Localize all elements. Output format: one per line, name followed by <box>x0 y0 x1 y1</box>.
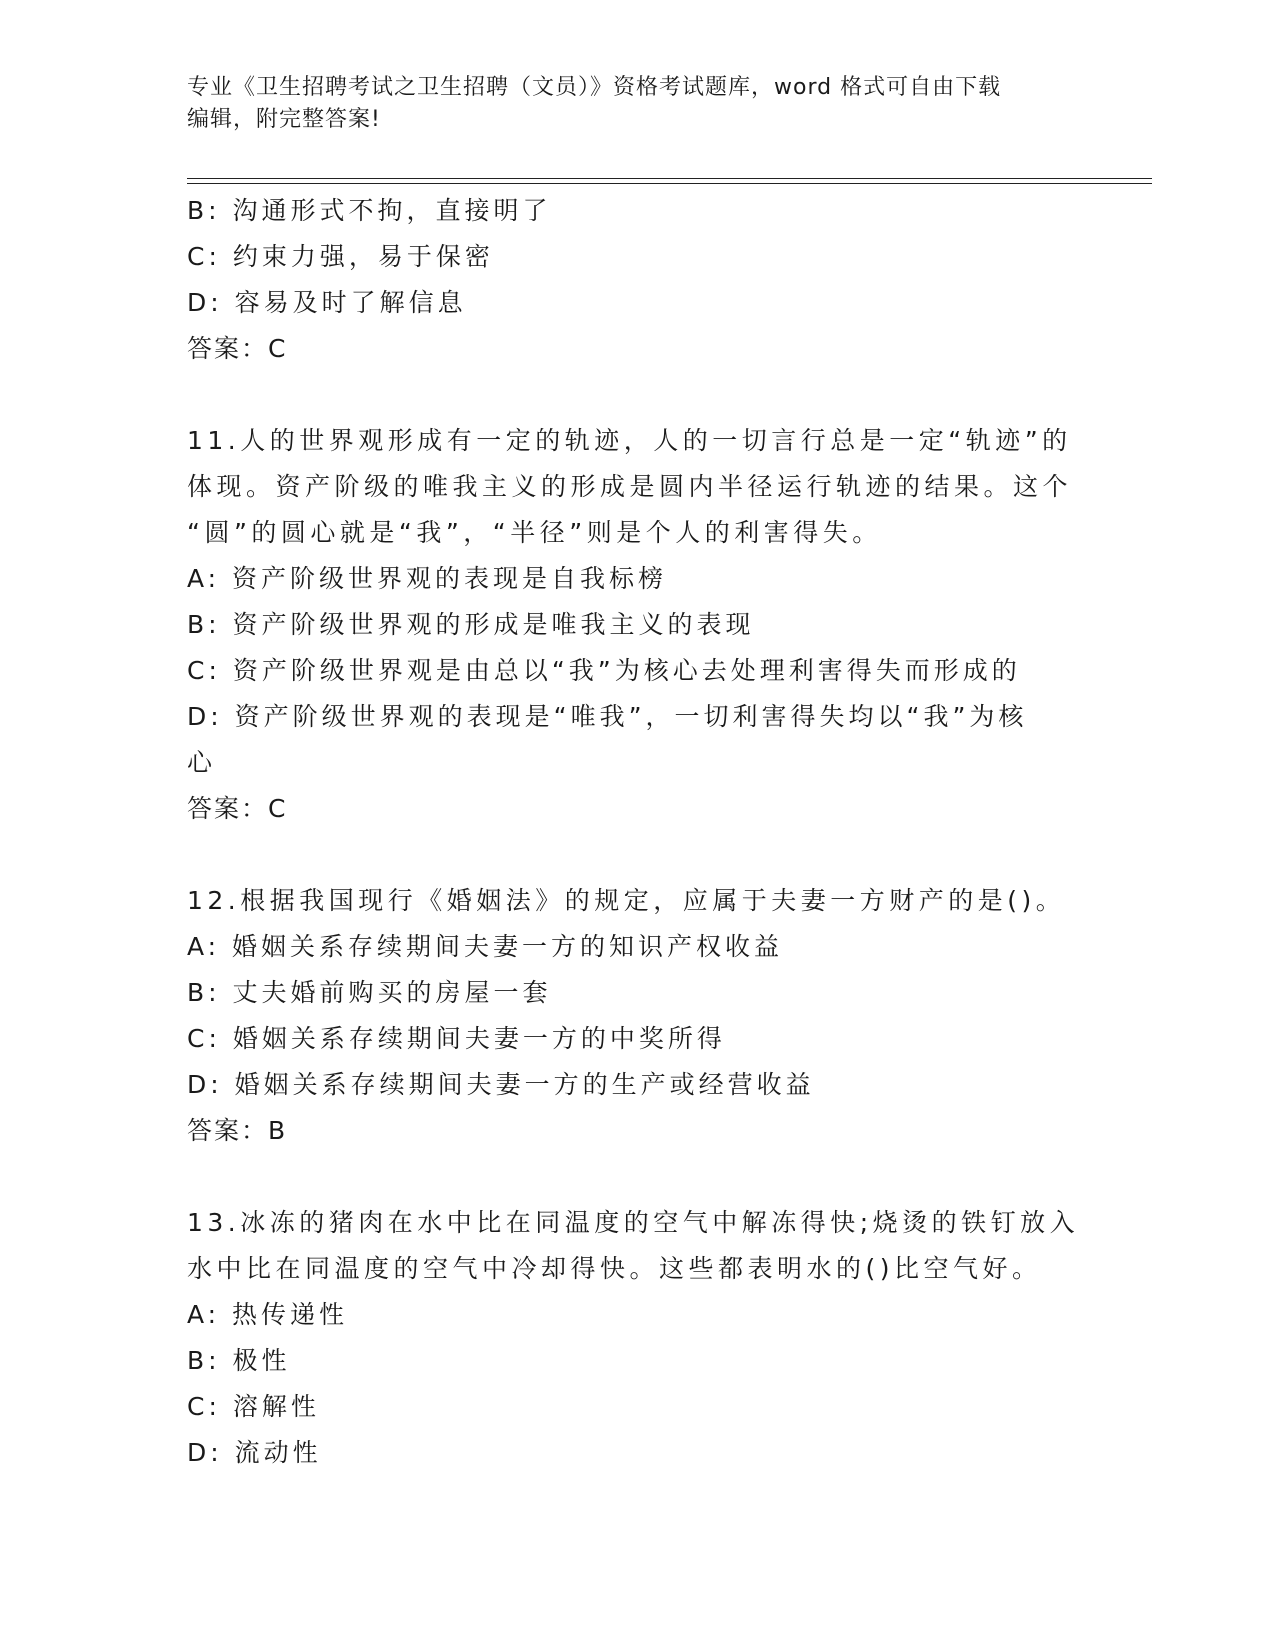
option-c: C: 婚姻关系存续期间夫妻一方的中奖所得 <box>187 1024 726 1053</box>
option-a: A: 婚姻关系存续期间夫妻一方的知识产权收益 <box>187 932 784 961</box>
option-d: D: 流动性 <box>187 1438 322 1467</box>
header-divider-bottom <box>187 183 1152 184</box>
question-13 <box>187 1200 1087 1476</box>
answer-line: 答案：C <box>187 334 288 363</box>
header-divider-top <box>187 178 1152 179</box>
header-title-line-1: 专业《卫生招聘考试之卫生招聘（文员）》资格考试题库，word 格式可自由下载 <box>187 75 1002 100</box>
question-stem-line: 体现。资产阶级的唯我主义的形成是圆内半径运行轨迹的结果。这个 <box>187 472 1073 501</box>
question-stem-line: 11.人的世界观形成有一定的轨迹，人的一切言行总是一定“轨迹”的 <box>187 426 1072 455</box>
question-content <box>187 188 1087 1476</box>
option-d: D: 资产阶级世界观的表现是“唯我”，一切利害得失均以“我”为核 <box>187 702 1028 731</box>
option-c: C: 溶解性 <box>187 1392 320 1421</box>
question-11 <box>187 418 1087 832</box>
option-b: B: 丈夫婚前购买的房屋一套 <box>187 978 552 1007</box>
option-d: D: 婚姻关系存续期间夫妻一方的生产或经营收益 <box>187 1070 815 1099</box>
answer-line: 答案：B <box>187 1116 288 1145</box>
option-b: B: 极性 <box>187 1346 291 1375</box>
header-title-line-2: 编辑，附完整答案! <box>187 107 381 132</box>
question-stem-line: 13.冰冻的猪肉在水中比在同温度的空气中解冻得快;烧烫的铁钉放入 <box>187 1208 1080 1237</box>
option-d-continued: 心 <box>187 748 217 777</box>
option-c: C: 约束力强，易于保密 <box>187 242 494 271</box>
document-header <box>187 72 1067 136</box>
option-b: B: 资产阶级世界观的形成是唯我主义的表现 <box>187 610 755 639</box>
spacer <box>187 372 1087 418</box>
question-12 <box>187 878 1087 1154</box>
question-stem-line: “圆”的圆心就是“我”，“半径”则是个人的利害得失。 <box>187 518 882 547</box>
spacer <box>187 1154 1087 1200</box>
answer-line: 答案：C <box>187 794 288 823</box>
option-a: A: 热传递性 <box>187 1300 349 1329</box>
spacer <box>187 832 1087 878</box>
option-b: B: 沟通形式不拘，直接明了 <box>187 196 552 225</box>
option-c: C: 资产阶级世界观是由总以“我”为核心去处理利害得失而形成的 <box>187 656 1021 685</box>
option-d: D: 容易及时了解信息 <box>187 288 467 317</box>
question-stem-line: 12.根据我国现行《婚姻法》的规定，应属于夫妻一方财产的是()。 <box>187 886 1066 915</box>
option-a: A: 资产阶级世界观的表现是自我标榜 <box>187 564 668 593</box>
question-10-continued <box>187 188 1087 372</box>
question-stem-line: 水中比在同温度的空气中冷却得快。这些都表明水的()比空气好。 <box>187 1254 1042 1283</box>
